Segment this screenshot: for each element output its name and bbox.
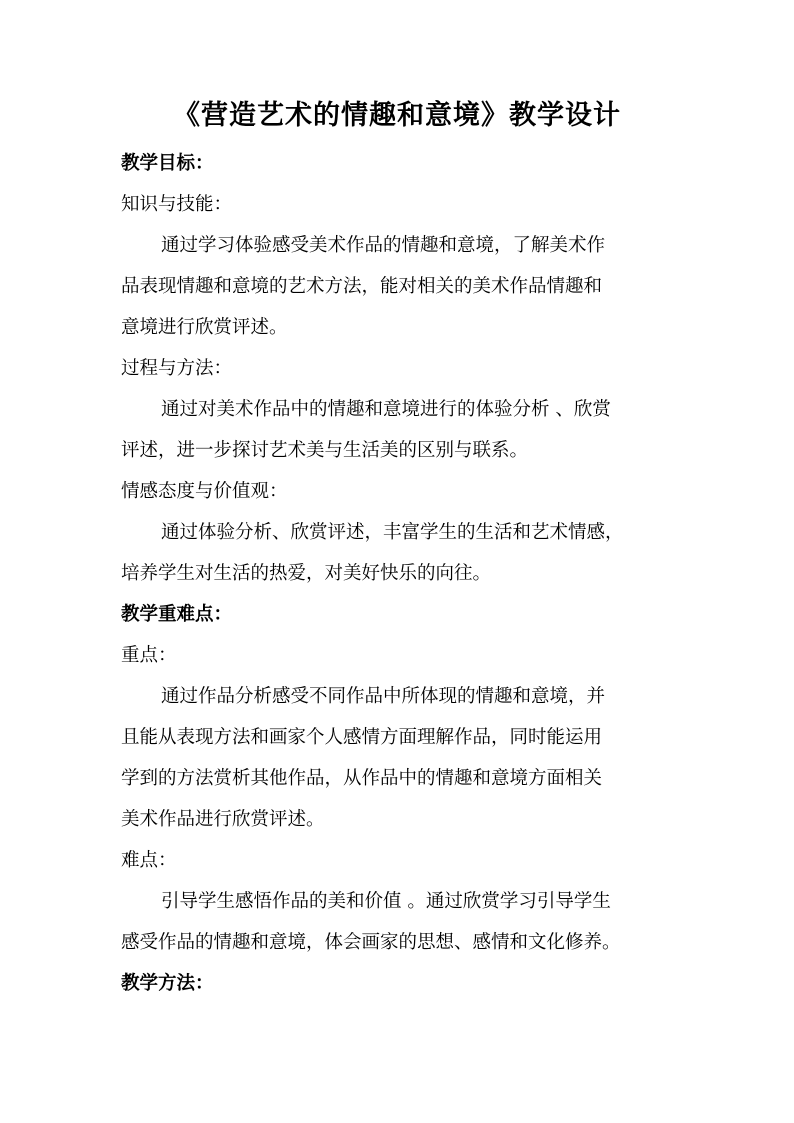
paragraph-line: 引导学生感悟作品的美和价值 。通过欣赏学习引导学生 bbox=[161, 891, 611, 912]
section-heading: 教学方法： bbox=[121, 973, 214, 994]
subsection-label: 知识与技能： bbox=[121, 194, 233, 215]
paragraph-line: 学到的方法赏析其他作品，从作品中的情趣和意境方面相关 bbox=[121, 768, 603, 789]
document-body bbox=[121, 143, 673, 1004]
paragraph-line: 通过体验分析、欣赏评述，丰富学生的生活和艺术情感， bbox=[161, 522, 624, 543]
subsection-label: 过程与方法： bbox=[121, 358, 233, 379]
paragraph-line: 通过作品分析感受不同作品中所体现的情趣和意境，并 bbox=[161, 686, 606, 707]
paragraph-line: 评述，进一步探讨艺术美与生活美的区别与联系。 bbox=[121, 440, 529, 461]
paragraph-line: 且能从表现方法和画家个人感情方面理解作品，同时能运用 bbox=[121, 727, 603, 748]
section-heading: 教学重难点： bbox=[121, 604, 233, 625]
subsection-label: 重点： bbox=[121, 645, 177, 666]
document-title: 《营造艺术的情趣和意境》教学设计 bbox=[173, 100, 621, 131]
paragraph-line: 品表现情趣和意境的艺术方法，能对相关的美术作品情趣和 bbox=[121, 276, 603, 297]
paragraph-line: 培养学生对生活的热爱，对美好快乐的向往。 bbox=[121, 563, 492, 584]
paragraph-line: 美术作品进行欣赏评述。 bbox=[121, 809, 325, 830]
section-heading: 教学目标： bbox=[121, 153, 214, 174]
paragraph-line: 感受作品的情趣和意境，体会画家的思想、感情和文化修养。 bbox=[121, 932, 621, 953]
subsection-label: 情感态度与价值观： bbox=[121, 481, 288, 502]
paragraph-line: 意境进行欣赏评述。 bbox=[121, 317, 288, 338]
subsection-label: 难点： bbox=[121, 850, 177, 871]
paragraph-line: 通过学习体验感受美术作品的情趣和意境，了解美术作 bbox=[161, 235, 606, 256]
paragraph-line: 通过对美术作品中的情趣和意境进行的体验分析 、欣赏 bbox=[161, 399, 611, 420]
